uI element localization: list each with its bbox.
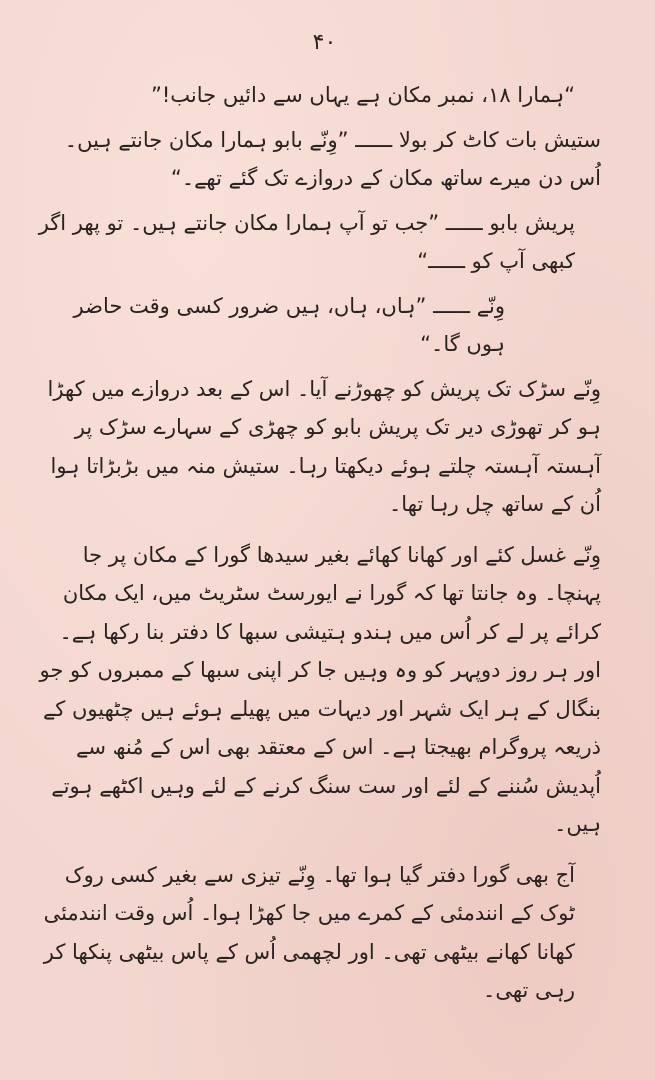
paragraph-7: آج بھی گورا دفتر گیا ہوا تھا۔ وِنّے تیزی سے بغیر کسی روک ٹوک کے انندمئی کے کمرے میں جا کھڑا ہوا۔ اُس وقت انندمئی کھانا کھانے بیٹھی تھی۔ اور لچھمی اُس کے پاس بیٹھی پنکھا کر رہی تھی۔ (43, 862, 575, 1002)
paragraph-1: “ہمارا ۱۸، نمبر مکان ہے یہاں سے دائیں جانب!” (151, 83, 575, 107)
paragraph-2: ستیش بات کاٹ کر بولا ــــــ ”وِنّے بابو ہمارا مکان جانتے ہیں۔ اُس دن میرے ساتھ مکان کے دروازے تک گئے تھے۔“ (64, 127, 601, 190)
paragraph-6: وِنّے غسل کئے اور کھانا کھائے بغیر سیدھا گورا کے مکان پر جا پہنچا۔ وہ جانتا تھا کہ گورا نے ایورسٹ سٹریٹ میں، ایک مکان کرائے پر لے کر اُس میں ہندو ہتیشی سبھا کا دفتر بنا رکھا ہے۔ اور ہر روز دوپہر کو وہ وہیں جا کر اپنی سبھا کے ممبروں کو جو بنگال کے ہر ایک شہر اور دیہات میں پھیلے ہوئے ہیں چٹھیوں کے ذریعہ پروگرام بھیجتا ہے۔ اس کے معتقد بھی اس کے مُنھ سے اُپدیش سُننے کے لئے اور ست سنگ کرنے کے لئے وہیں اکٹھے ہوتے ہیں۔ (39, 542, 601, 836)
page-text (34, 76, 615, 1010)
paragraph-4: وِنّے ــــــ ”ہاں، ہاں، ہیں ضرور کسی وقت حاضر ہوں گا۔“ (73, 293, 505, 356)
page-number: ۴۰ (312, 30, 337, 55)
paragraph-5: وِنّے سڑک تک پریش کو چھوڑنے آیا۔ اس کے بعد دروازے میں کھڑا ہو کر تھوڑی دیر تک پریش بابو کو چھڑی کے سہارے سڑک پر آہستہ آہستہ چلتے ہوئے دیکھتا رہا۔ ستیش منہ میں بڑبڑاتا ہوا اُن کے ساتھ چل رہا تھا۔ (47, 376, 601, 516)
paragraph-3: پریش بابو ــــــ ”جب تو آپ ہمارا مکان جانتے ہیں۔ تو پھر اگر کبھی آپ کو ــــــ“ (38, 210, 575, 273)
